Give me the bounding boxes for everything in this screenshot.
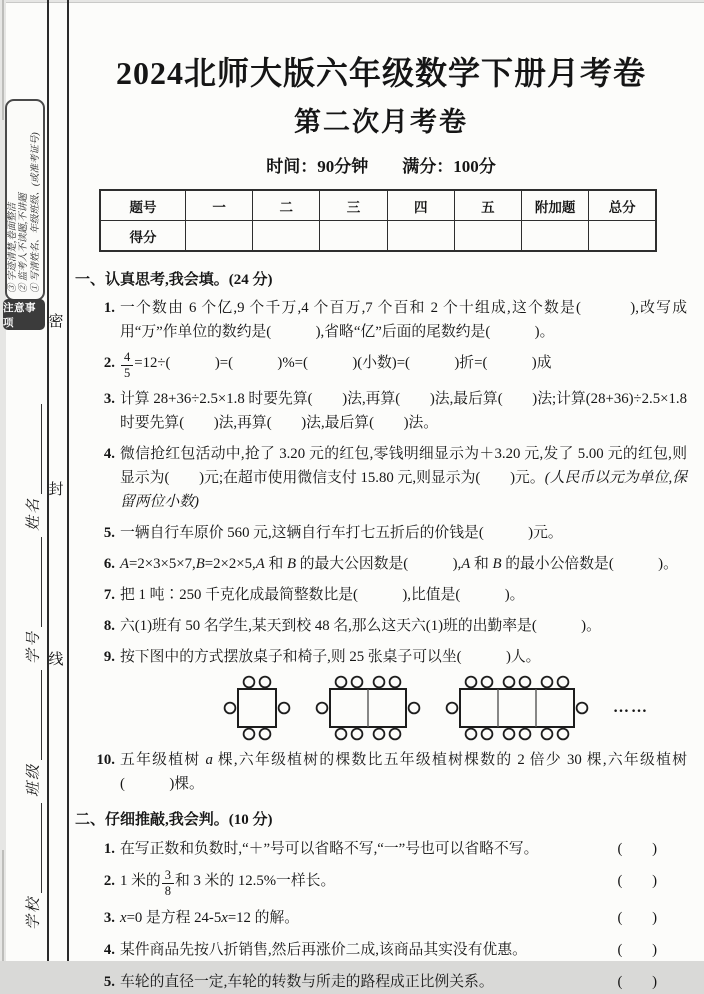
score-empty-cell	[253, 221, 320, 252]
question-body	[75, 837, 610, 861]
question-text-italic: A	[120, 556, 130, 572]
question-number: 1.	[103, 300, 115, 316]
answer-parentheses: ( )	[617, 841, 657, 857]
question-text-italic: a	[205, 752, 213, 768]
notice-item-3: ③ 字迹清楚,卷面整洁	[7, 202, 18, 293]
score-table-header-row	[100, 190, 656, 221]
question-text: 和	[264, 556, 287, 572]
fill-question	[75, 552, 687, 576]
question-number: 10.	[96, 752, 115, 768]
table-group-3	[445, 675, 589, 741]
question-number: 3.	[103, 391, 115, 407]
fill-question	[75, 351, 687, 380]
score-col-3: 三	[320, 190, 387, 221]
question-body	[75, 906, 610, 930]
question-number: 3.	[103, 910, 115, 926]
question-text: 在写正数和负数时,“＋”号可以省略不写,“一”号也可以省略不写。	[120, 841, 539, 857]
score-empty-cell	[522, 221, 589, 252]
question-text: 一个数由 6 个亿,9 个千万,4 个百万,7 个百和 2 个十组成,这个数是( ),改写成用“万”作单位的数约是( ),省略“亿”后面的尾数约是( )。	[120, 300, 687, 340]
question-body	[75, 869, 610, 898]
score-empty-cell	[454, 221, 521, 252]
question-number: 8.	[103, 618, 115, 634]
question-body	[120, 350, 552, 380]
seal-line-outer	[67, 0, 69, 961]
question-body	[75, 938, 610, 962]
question-body	[120, 556, 678, 572]
question-number: 9.	[103, 649, 115, 665]
score-row-label: 得分	[100, 221, 186, 252]
answer-parentheses: ( )	[617, 910, 657, 926]
score-col-1: 一	[186, 190, 253, 221]
question-body	[120, 587, 524, 603]
fraction	[120, 351, 134, 380]
score-empty-cell	[320, 221, 387, 252]
judge-question	[75, 938, 687, 962]
fill-question	[75, 614, 687, 638]
field-blank-line	[27, 670, 42, 760]
question-number: 4.	[103, 446, 115, 462]
answer-parentheses: ( )	[617, 942, 657, 958]
exam-title: 2024北师大版六年级数学下册月考卷	[115, 55, 646, 91]
question-text: 和 3 米的 12.5%一样长。	[174, 873, 336, 889]
question-body	[120, 525, 563, 541]
fraction-denominator: 5	[124, 366, 131, 380]
question-body	[120, 446, 687, 510]
exam-subtitle: 第二次月考卷	[294, 107, 468, 137]
question-number: 7.	[103, 587, 115, 603]
score-empty-cell	[589, 221, 656, 252]
score-empty-cell	[387, 221, 454, 252]
table-group-2	[315, 675, 421, 741]
question-text-italic: (人民币以元为单位,保留两位小数)	[120, 470, 687, 510]
notice-item-1: ① 写清姓名、年级班级、(或准考证号)	[30, 132, 41, 293]
table-group-1	[223, 675, 291, 741]
fill-question	[75, 442, 687, 514]
question-text-italic: A	[255, 556, 265, 572]
ellipsis-dots: ……	[613, 699, 649, 716]
score-col-4: 四	[387, 190, 454, 221]
judge-question-list	[75, 837, 687, 994]
question-body	[120, 618, 601, 634]
answer-parentheses: ( )	[617, 873, 657, 889]
score-col-6: 附加题	[522, 190, 589, 221]
notice-box	[5, 99, 45, 301]
question-text-italic: A	[461, 556, 471, 572]
question-number: 5.	[103, 974, 115, 990]
section2-heading: 二、仔细推敲,我会判。(10 分)	[75, 812, 273, 828]
exam-main-column	[75, 0, 687, 994]
question-text: =2×2×5,	[204, 556, 256, 572]
question-text: 一辆自行车原价 560 元,这辆自行车打七五折后的价钱是( )元。	[120, 525, 563, 541]
notice-label: 注意事项	[3, 299, 45, 330]
fill-question	[75, 296, 687, 344]
fill-question	[75, 748, 687, 796]
score-col-label: 题号	[100, 190, 186, 221]
time-score-line: 时间：90分钟 满分：100分	[266, 157, 496, 176]
tables-chairs-diagram	[223, 675, 687, 741]
question-number: 2.	[103, 873, 115, 889]
question-number: 2.	[103, 355, 115, 371]
question-text: 五年级植树	[120, 752, 206, 768]
question-text-italic: B	[492, 556, 502, 572]
field-label: 班级	[26, 762, 42, 797]
fill-question-list	[75, 296, 687, 796]
question-text: 的最小公倍数是( )。	[501, 556, 678, 572]
question-text: 1 米的	[120, 873, 161, 889]
question-text-italic: B	[286, 556, 297, 572]
question-text-italic: x	[221, 910, 228, 926]
fill-question	[75, 645, 687, 669]
question-number: 6.	[103, 556, 115, 572]
field-blank-line	[27, 404, 42, 494]
question-body	[75, 970, 610, 994]
question-text: 某件商品先按八折销售,然后再涨价二成,该商品其实没有优惠。	[120, 942, 527, 958]
fraction-numerator: 3	[162, 869, 174, 884]
question-body	[120, 300, 687, 340]
question-text: 车轮的直径一定,车轮的转数与所走的路程成正比例关系。	[120, 974, 494, 990]
question-text: 按下图中的方式摆放桌子和椅子,则 25 张桌子可以坐( )人。	[120, 649, 541, 665]
judge-question	[75, 970, 687, 994]
score-col-2: 二	[253, 190, 320, 221]
score-table	[99, 189, 657, 252]
question-text: 六(1)班有 50 名学生,某天到校 48 名,那么这天六(1)班的出勤率是( )。	[120, 618, 601, 634]
question-text: =12÷( )=( )%=( )(小数)=( )折=( )成	[134, 355, 552, 371]
notice-item-2: ② 监考人不读题,不讲题	[19, 193, 30, 293]
fraction-numerator: 4	[121, 351, 133, 366]
question-body	[120, 649, 540, 665]
score-table-score-row	[100, 221, 656, 252]
judge-question	[75, 906, 687, 930]
scan-edge-artifact	[2, 0, 4, 120]
score-col-5: 五	[454, 190, 521, 221]
field-label: 学号	[26, 629, 42, 664]
score-empty-cell	[186, 221, 253, 252]
question-text: 微信抢红包活动中,抢了 3.20 元的红包,零钱明细显示为＋3.20 元,发了 5.00 元的红包,则显示为( )元;在超市使用微信支付 15.80 元,则显示为( )元。	[120, 446, 687, 486]
section1-heading: 一、认真思考,我会填。(24 分)	[75, 272, 273, 288]
question-text: 棵,六年级植树的棵数比五年级植树棵数的 2 倍少 30 棵,六年级植树( )棵。	[120, 752, 687, 792]
field-label: 学校	[26, 895, 42, 930]
student-info-fields	[17, 360, 43, 930]
judge-question	[75, 869, 687, 898]
question-number: 5.	[103, 525, 115, 541]
seal-char-feng: 封	[48, 482, 64, 498]
field-blank-line	[27, 537, 42, 627]
question-text: =12 的解。	[227, 910, 300, 926]
judge-question	[75, 837, 687, 861]
score-col-7: 总分	[589, 190, 656, 221]
fraction	[161, 869, 175, 898]
fraction-denominator: 8	[164, 884, 171, 898]
question-text: =0 是方程 24-5	[126, 910, 222, 926]
fill-question	[75, 521, 687, 545]
question-body	[120, 391, 687, 431]
seal-char-xian: 线	[48, 652, 64, 668]
seal-char-mi: 密	[48, 314, 64, 330]
question-text-italic: B	[195, 556, 205, 572]
field-blank-line	[27, 803, 42, 893]
question-number: 1.	[103, 841, 115, 857]
fill-question	[75, 387, 687, 435]
question-text-italic: x	[120, 910, 127, 926]
answer-parentheses: ( )	[617, 974, 657, 990]
question-text: 计算 28+36÷2.5×1.8 时要先算( )法,再算( )法,最后算( )法;计算(28+36)÷2.5×1.8 时要先算( )法,再算( )法,最后算( )法。	[120, 391, 687, 431]
scan-edge-artifact	[2, 850, 4, 961]
question-text: 把 1 吨∶250 千克化成最简整数比是( ),比值是( )。	[120, 587, 525, 603]
fill-question	[75, 583, 687, 607]
field-label: 姓名	[26, 496, 42, 531]
question-number: 4.	[103, 942, 115, 958]
question-body	[120, 752, 687, 792]
question-text: =2×3×5×7,	[129, 556, 196, 572]
question-text: 的最大公因数是( ),	[296, 556, 462, 572]
question-text: 和	[470, 556, 493, 572]
